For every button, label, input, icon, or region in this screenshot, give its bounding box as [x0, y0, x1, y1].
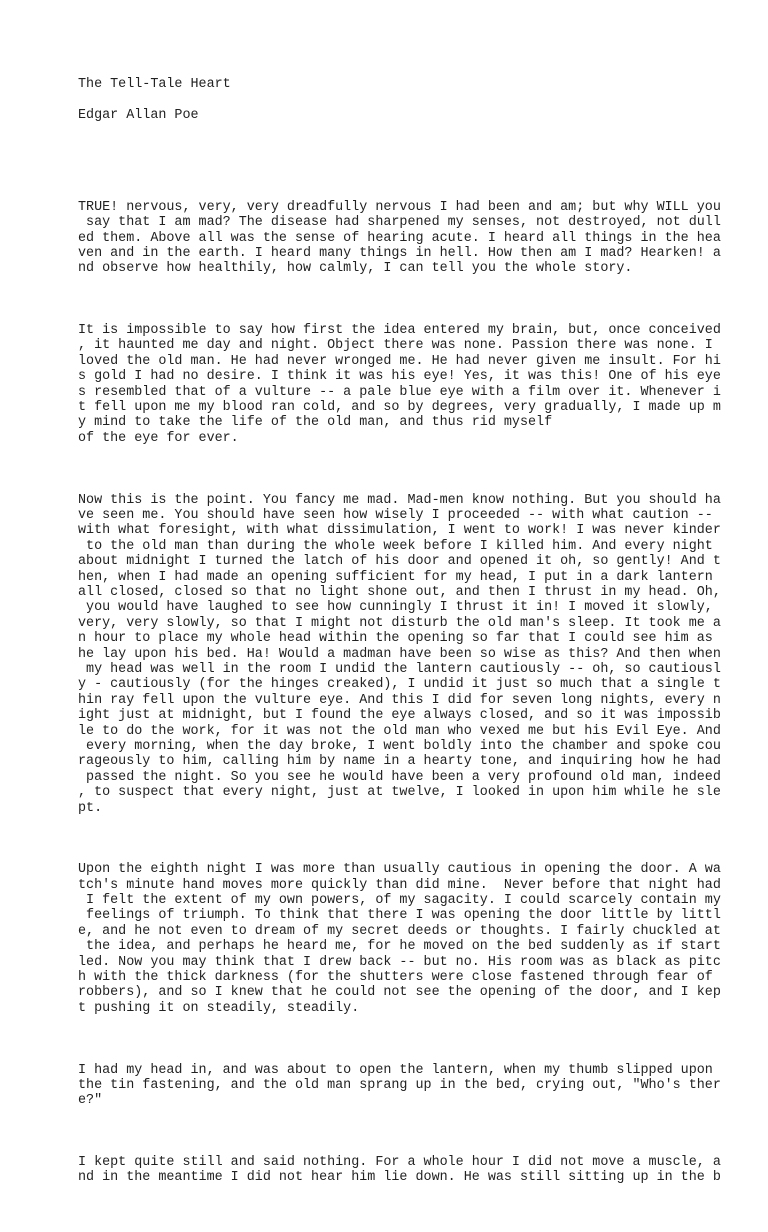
- paragraph: Upon the eighth night I was more than usually cautious in opening the door. A wa tch's minute hand moves more quickly than did mine. Never before that night had I felt the extent of my own powers, of my sagacity. I could scarcely contain my feelings of triumph. To think that there I was opening the door little by littl e, and he not even to dream of my secret deeds or thoughts. I fairly chuckled at the idea, and perhaps he heard me, for he moved on the bed suddenly as if start led. Now you may think that I drew back -- but no. His room was as black as pitc h with the thick darkness (for the shutters were close fastened through fear of robbers), and so I knew that he could not see the opening of the door, and I kep t pushing it on steadily, steadily.: [78, 862, 721, 1016]
- paragraph: Now this is the point. You fancy me mad. Mad-men know nothing. But you should ha ve seen me. You should have seen how wisely I proceeded -- with what caution -- with what foresight, with what dissimulation, I went to work! I was never kinder to the old man than during the whole week before I killed him. And every night about midnight I turned the latch of his door and opened it oh, so gently! And t hen, when I had made an opening sufficient for my head, I put in a dark lantern all closed, closed so that no light shone out, and then I thrust in my head. Oh, you would have laughed to see how cunningly I thrust it in! I moved it slowly, very, very slowly, so that I might not disturb the old man's sleep. It took me a n hour to place my whole head within the opening so far that I could see him as he lay upon his bed. Ha! Would a madman have been so wise as this? And then when my head was well in the room I undid the lantern cautiously -- oh, so cautiousl y - cautiously (for the hinges creaked), I undid it just so much that a single t hin ray fell upon the vulture eye. And this I did for seven long nights, every n ight just at midnight, but I found the eye always closed, and so it was impossib le to do the work, for it was not the old man who vexed me but his Evil Eye. And every morning, when the day broke, I went boldly into the chamber and spoke cou rageously to him, calling him by name in a hearty tone, and inquiring how he had passed the night. So you see he would have been a very profound old man, indeed , to suspect that every night, just at twelve, I looked in upon him while he sle pt.: [78, 492, 721, 816]
- document-author: Edgar Allan Poe: [78, 108, 199, 123]
- paragraph: I had my head in, and was about to open the lantern, when my thumb slipped upon the tin fastening, and the old man sprang up in the bed, crying out, "Who's ther e?": [78, 1062, 721, 1109]
- document-title: The Tell-Tale Heart: [78, 77, 231, 92]
- paragraph: TRUE! nervous, very, very dreadfully nervous I had been and am; but why WILL you say that I am mad? The disease had sharpened my senses, not destroyed, not dull ed them. Above all was the sense of hearing acute. I heard all things in the hea ven and in the earth. I heard many things in hell. How then am I mad? Hearken! a nd observe how healthily, how calmly, I can tell you the whole story.: [78, 199, 721, 277]
- document-body: [78, 169, 721, 1232]
- paragraph: It is impossible to say how first the idea entered my brain, but, once conceived , it haunted me day and night. Object there was none. Passion there was none. I loved the old man. He had never wronged me. He had never given me insult. For hi s gold I had no desire. I think it was his eye! Yes, it was this! One of his eye s resembled that of a vulture -- a pale blue eye with a film over it. Whenever i t fell upon me my blood ran cold, and so by degrees, very gradually, I made up m y mind to take the life of the old man, and thus rid myself of the eye for ever.: [78, 323, 721, 446]
- paragraph: I kept quite still and said nothing. For a whole hour I did not move a muscle, a nd in the meantime I did not hear him lie down. He was still sitting up in the b: [78, 1154, 721, 1186]
